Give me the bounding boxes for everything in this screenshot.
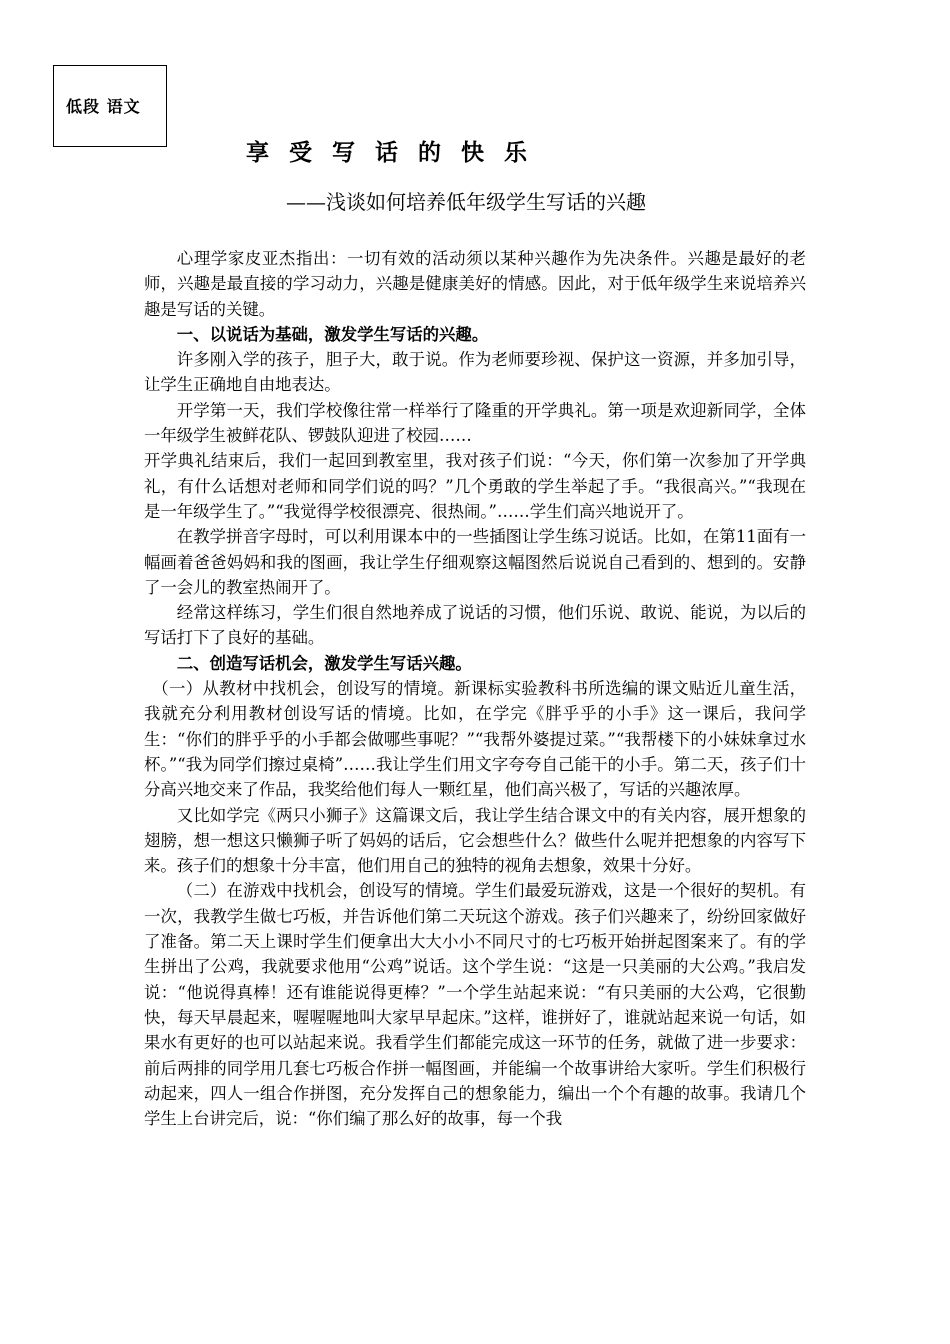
document-body [144, 246, 806, 1131]
paragraph: 开学典礼结束后，我们一起回到教室里，我对孩子们说：“今天，你们第一次参加了开学典礼，有什么话想对老师和同学们说的吗？”几个勇敢的学生举起了手。“我很高兴。”“我现在是一年级学生了。”“我觉得学校很漂亮、很热闹。”……学生们高兴地说开了。 [144, 451, 806, 521]
paragraph: 经常这样练习，学生们很自然地养成了说话的习惯，他们乐说、敢说、能说，为以后的写话打下了良好的基础。 [144, 603, 806, 648]
paragraph: （二）在游戏中找机会，创设写的情境。学生们最爱玩游戏，这是一个很好的契机。有一次，我教学生做七巧板，并告诉他们第二天玩这个游戏。孩子们兴趣来了，纷纷回家做好了准备。第二天上课时学生们便拿出大大小小不同尺寸的七巧板开始拼起图案来了。有的学生拼出了公鸡，我就要求他用“公鸡”说话。这个学生说：“这是一只美丽的大公鸡。”我启发说：“他说得真棒！还有谁能说得更棒？”一个学生站起来说：“有只美丽的大公鸡，它很勤快，每天早晨起来，喔喔喔地叫大家早早起床。”这样，谁拼好了，谁就站起来说一句话，如果水有更好的也可以站起来说。我看学生们都能完成这一环节的任务，就做了进一步要求：前后两排的同学用几套七巧板合作拼一幅图画，并能编一个故事讲给大家听。学生们积极行动起来，四人一组合作拼图，充分发挥自己的想象能力，编出一个个有趣的故事。我请几个学生上台讲完后，说：“你们编了那么好的故事，每一个我 [144, 881, 806, 1129]
paragraph: （一）从教材中找机会，创设写的情境。新课标实验教科书所选编的课文贴近儿童生活，我就充分利用教材创设写话的情境。比如，在学完《胖乎乎的小手》这一课后，我问学生：“你们的胖乎乎的小手都会做哪些事呢？”“我帮外婆提过菜。”“我帮楼下的小妹妹拿过水杯。”“我为同学们擦过桌椅”……我让学生们用文字夸夸自己能干的小手。第二天，孩子们十分高兴地交来了作品，我奖给他们每人一颗红星，他们高兴极了，写话的兴趣浓厚。 [144, 679, 806, 800]
document-subtitle: ——浅谈如何培养低年级学生写话的兴趣 [286, 190, 646, 214]
section-heading: 二、创造写话机会，激发学生写话兴趣。 [176, 653, 472, 673]
paragraph: 许多刚入学的孩子，胆子大，敢于说。作为老师要珍视、保护这一资源，并多加引导，让学生正确地自由地表达。 [144, 350, 806, 395]
category-tag-label: 低段 语文 [66, 97, 141, 116]
paragraph: 开学第一天，我们学校像往常一样举行了隆重的开学典礼。第一项是欢迎新同学，全体一年级学生被鲜花队、锣鼓队迎进了校园…… [144, 400, 806, 446]
paragraph: 在教学拼音字母时，可以利用课本中的一些插图让学生练习说话。比如，在第11面有一幅画着爸爸妈妈和我的图画，我让学生仔细观察这幅图然后说说自己看到的、想到的。安静了一会儿的教室热闹开了。 [144, 527, 806, 597]
section-heading: 一、以说话为基础，激发学生写话的兴趣。 [176, 324, 489, 344]
category-tag-box [53, 65, 167, 147]
document-title: 享受写话的快乐 [246, 139, 547, 166]
paragraph: 心理学家皮亚杰指出：一切有效的活动须以某种兴趣作为先决条件。兴趣是最好的老师，兴趣是最直接的学习动力，兴趣是健康美好的情感。因此，对于低年级学生来说培养兴趣是写话的关键。 [144, 249, 806, 319]
paragraph: 又比如学完《两只小狮子》这篇课文后，我让学生结合课文中的有关内容，展开想象的翅膀，想一想这只懒狮子听了妈妈的话后，它会想些什么？做些什么呢并把想象的内容写下来。孩子们的想象十分丰富，他们用自己的独特的视角去想象，效果十分好。 [144, 805, 806, 876]
